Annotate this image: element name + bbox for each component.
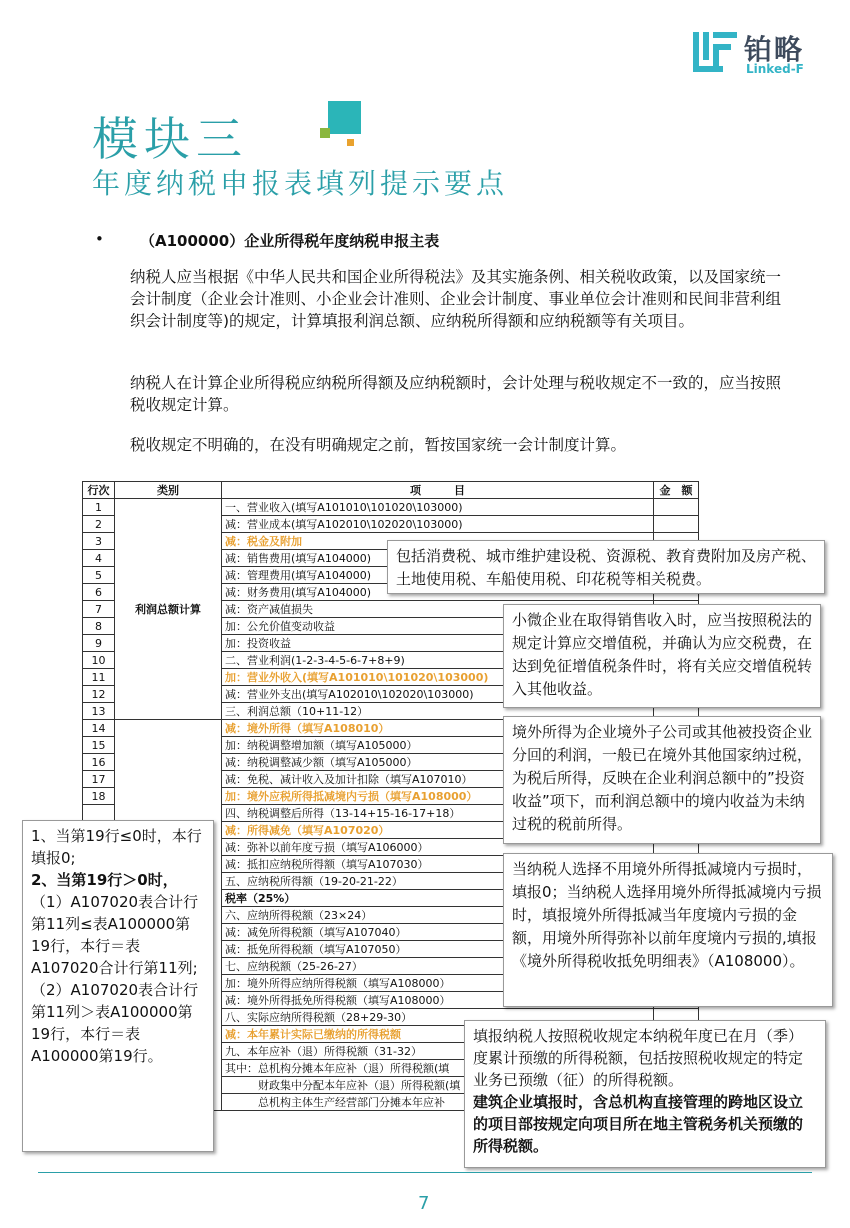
prepaid-construction: 建筑企业填报时，含总机构直接管理的跨地区设立的项目部按规定向项目所在地主管税务机关预缴的所得税额。: [473, 1093, 804, 1155]
row-amount: [654, 516, 699, 533]
callout-reduction-rules: [22, 820, 214, 1152]
row-item: 加：公允价值变动收益: [222, 618, 654, 635]
callout-overseas-offset: 当纳税人选择不用境外所得抵减境内亏损时，填报0；当纳税人选择用境外所得抵减境内亏损时，填报境外所得抵减当年度境内亏损的金额，用境外所得弥补以前年度境内亏损的,填报《境外所得税收抵免明细表》（A108000）。: [503, 853, 833, 1007]
linked-f-logo-icon: [693, 32, 737, 72]
row-number: 17: [83, 771, 115, 788]
row-number: [83, 805, 115, 822]
row-number: 1: [83, 499, 115, 516]
row-item: 减：营业外支出(填写A102010\102020\103000): [222, 686, 654, 703]
prepaid-desc: 填报纳税人按照税收规定本纳税年度已在月（季）度累计预缴的所得税额，包括按照税收规定的特定业务已预缴（征）的所得税额。: [473, 1027, 804, 1089]
callout-small-enterprise: 小微企业在取得销售收入时，应当按照税法的规定计算应交增值税，并确认为应交税费，在达到免征增值税条件时，将有关应交增值税转入其他收益。: [503, 604, 821, 708]
row-number: 5: [83, 567, 115, 584]
row-number: 11: [83, 669, 115, 686]
row-number: 10: [83, 652, 115, 669]
row-item: 减：所得减免（填写A107020）: [222, 822, 654, 839]
row-number: 18: [83, 788, 115, 805]
row-item: 减：管理费用(填写A104000): [222, 567, 654, 584]
decor-square-green: [320, 128, 330, 138]
callout-overseas-income: 境外所得为企业境外子公司或其他被投资企业分回的利润，一般已在境外其他国家纳过税，为税后所得，反映在企业利润总额中的”投资收益”项下，而利润总额中的境内收益为未纳过税的税前所得。: [503, 716, 821, 844]
rule-2: 2、当第19行＞0时，: [31, 871, 178, 889]
row-item: 减：税金及附加: [222, 533, 654, 550]
row-number: 7: [83, 601, 115, 618]
row-item: 减：资产减值损失: [222, 601, 654, 618]
row-number: 15: [83, 737, 115, 754]
row-item: 减：减免所得税额（填写A107040）: [222, 924, 654, 941]
row-number: 6: [83, 584, 115, 601]
row-item: 减：营业成本(填写A102010\102020\103000): [222, 516, 654, 533]
page-number: 7: [418, 1193, 430, 1214]
row-item: 减：本年累计实际已缴纳的所得税额: [222, 1026, 654, 1043]
row-item: 五、应纳税所得额（19-20-21-22）: [222, 873, 654, 890]
header-category: 类别: [115, 482, 222, 499]
row-item: 总机构主体生产经营部门分摊本年应补: [222, 1094, 654, 1111]
row-item: 加：境外应税所得抵减境内亏损（填写A108000）: [222, 788, 654, 805]
row-item: 加：境外所得应纳所得税额（填写A108000）: [222, 975, 654, 992]
callout-prepaid: [464, 1020, 826, 1168]
callout-taxes: 包括消费税、城市维护建设税、资源税、教育费附加及房产税、土地使用税、车船使用税、印花税等相关税费。: [387, 540, 825, 594]
row-item: 六、应纳所得税额（23×24）: [222, 907, 654, 924]
row-item: 减：境外所得（填写A108010）: [222, 720, 654, 737]
row-number: 3: [83, 533, 115, 550]
header-row-no: 行次: [83, 482, 115, 499]
row-item: 七、应纳税额（25-26-27）: [222, 958, 654, 975]
row-item: 一、营业收入(填写A101010\101020\103000): [222, 499, 654, 516]
row-item: 财政集中分配本年应补（退）所得税额(填: [222, 1077, 654, 1094]
row-item: 减：境外所得抵免所得税额（填写A108000）: [222, 992, 654, 1009]
row-number: 14: [83, 720, 115, 737]
paragraph-2: 纳税人在计算企业所得税应纳税所得额及应纳税额时，会计处理与税收规定不一致的，应当按照税收规定计算。: [130, 374, 782, 414]
row-item: 减：销售费用(填写A104000): [222, 550, 654, 567]
row-item: 减：弥补以前年度亏损（填写A106000）: [222, 839, 654, 856]
row-number: 4: [83, 550, 115, 567]
logo-text-cn: 铂略: [744, 33, 805, 66]
row-item: 减：抵扣应纳税所得额（填写A107030）: [222, 856, 654, 873]
module-title: 模块三: [92, 112, 248, 166]
row-item: 加：营业外收入(填写A101010\101020\103000): [222, 669, 654, 686]
row-number: 12: [83, 686, 115, 703]
row-item: 加：纳税调整增加额（填写A105000）: [222, 737, 654, 754]
header-item: 项 目: [222, 482, 654, 499]
footer-divider: [38, 1172, 812, 1173]
row-amount: [654, 499, 699, 516]
decor-square-orange: [347, 139, 354, 146]
row-number: 8: [83, 618, 115, 635]
row-number: 9: [83, 635, 115, 652]
row-item: 三、利润总额（10+11-12）: [222, 703, 654, 720]
rule-2-1: （1）A107020表合计行第11列≤表A100000第19行，本行＝表A107020合计行第11列;: [31, 893, 199, 977]
bullet-icon: •: [95, 230, 104, 248]
row-item: 减：财务费用(填写A104000): [222, 584, 654, 601]
row-item: 减：免税、减计收入及加计扣除（填写A107010）: [222, 771, 654, 788]
rule-2-2: （2）A107020表合计行第11列＞表A100000第19行，本行＝表A100000第19行。: [31, 981, 199, 1065]
row-item: 税率（25%）: [222, 890, 654, 907]
category-profit: 利润总额计算: [115, 499, 222, 720]
header-amount: 金 额: [654, 482, 699, 499]
row-item: 八、实际应纳所得税额（28+29-30）: [222, 1009, 654, 1026]
paragraph-1: 纳税人应当根据《中华人民共和国企业所得税法》及其实施条例、相关税收政策，以及国家统一会计制度（企业会计准则、小企业会计准则、企业会计制度、事业单位会计准则和民间非营利组织会计制度等)的规定，计算填报利润总额、应纳税所得额和应纳税额等有关项目。: [130, 268, 782, 330]
row-item: 九、本年应补（退）所得税额（31-32）: [222, 1043, 654, 1060]
table-row: [83, 499, 699, 516]
decor-square-teal: [328, 101, 361, 134]
module-subtitle: 年度纳税申报表填列提示要点: [92, 167, 509, 200]
row-item: 减：抵免所得税额（填写A107050）: [222, 941, 654, 958]
rule-1: 1、当第19行≤0时，本行填报0;: [31, 827, 202, 867]
logo-text-en: Linked-F: [746, 62, 804, 76]
row-number: 2: [83, 516, 115, 533]
row-item: 二、营业利润(1-2-3-4-5-6-7+8+9): [222, 652, 654, 669]
section-heading: （A100000）企业所得税年度纳税申报主表: [140, 232, 440, 250]
row-number: 16: [83, 754, 115, 771]
row-item: 减：纳税调整减少额（填写A105000）: [222, 754, 654, 771]
row-item: 四、纳税调整后所得（13-14+15-16-17+18）: [222, 805, 654, 822]
paragraph-3: 税收规定不明确的，在没有明确规定之前，暂按国家统一会计制度计算。: [130, 436, 627, 454]
row-item: 加：投资收益: [222, 635, 654, 652]
row-item: 其中：总机构分摊本年应补（退）所得税额(填: [222, 1060, 654, 1077]
row-number: 13: [83, 703, 115, 720]
